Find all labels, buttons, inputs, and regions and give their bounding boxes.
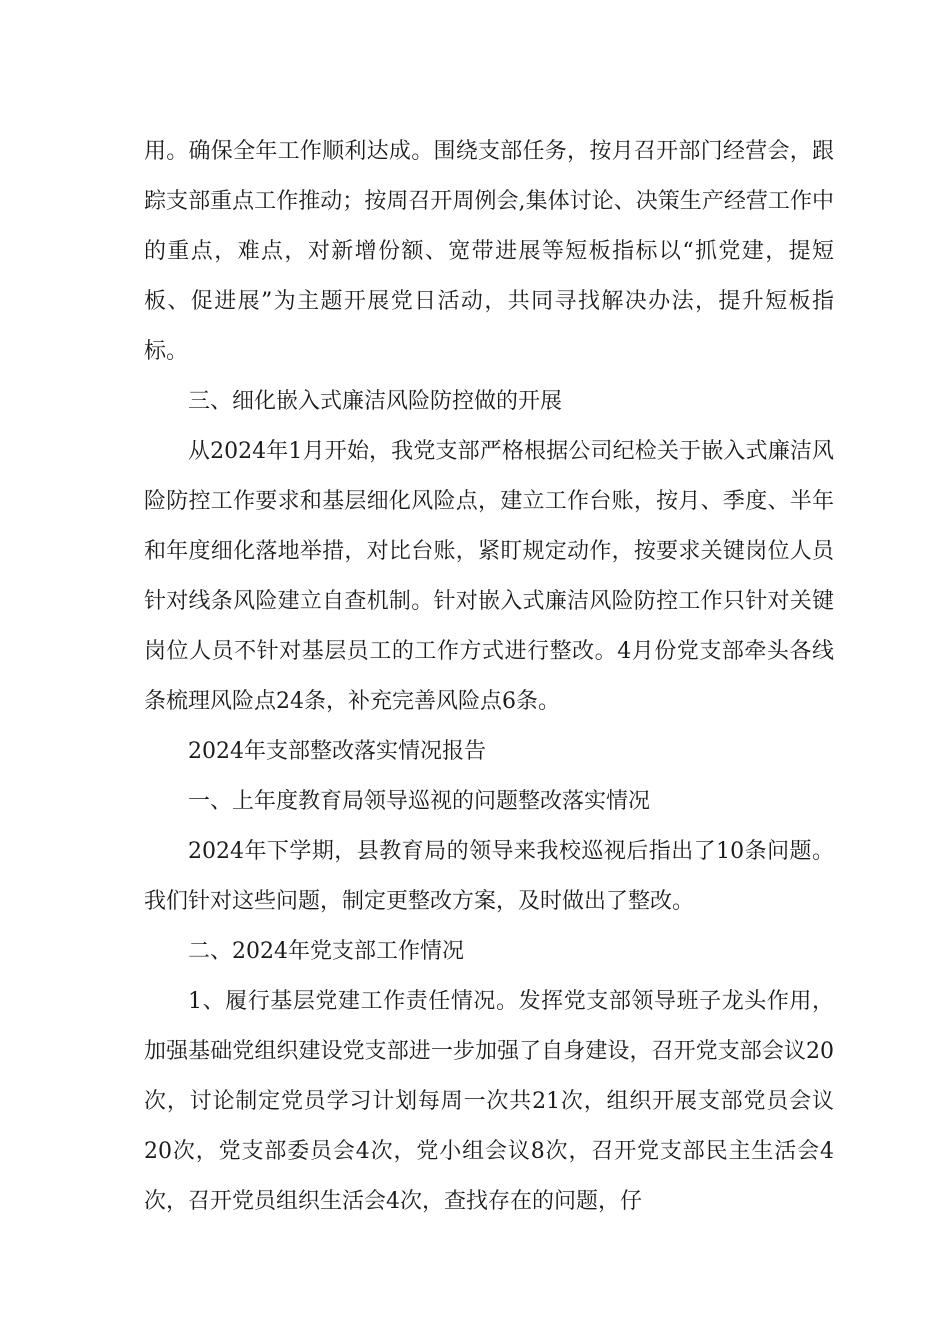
section-heading-three: 三、细化嵌入式廉洁风险防控做的开展	[188, 389, 563, 414]
paragraph-continuation: 用。确保全年工作顺利达成。围绕支部任务，按月召开部门经营会，跟踪支部重点工作推动；按周召开周例会,集体讨论、决策生产经营工作中的重点，难点，对新增份额、宽带进展等短板指标以“抓党建，提短板、促进展”为主题开展党日活动，共同寻找解决办法，提升短板指标。	[144, 139, 834, 364]
report-title: 2024年支部整改落实情况报告	[188, 739, 486, 764]
section-heading-one: 一、上年度教育局领导巡视的问题整改落实情况	[188, 789, 651, 814]
paragraph-inspection: 2024年下学期，县教育局的领导来我校巡视后指出了10条问题。我们针对这些问题，制定更整改方案，及时做出了整改。	[144, 839, 834, 914]
document-body	[144, 127, 834, 1227]
section-heading-two: 二、2024年党支部工作情况	[188, 939, 464, 964]
paragraph-party-work: 1、履行基层党建工作责任情况。发挥党支部领导班子龙头作用，加强基础党组织建设党支部进一步加强了自身建设，召开党支部会议20次，讨论制定党员学习计划每周一次共21次，组织开展支部党员会议20次，党支部委员会4次，党小组会议8次，召开党支部民主生活会4次，召开党员组织生活会4次，查找存在的问题，仔	[144, 989, 834, 1214]
paragraph-risk-control: 从2024年1月开始，我党支部严格根据公司纪检关于嵌入式廉洁风险防控工作要求和基层细化风险点，建立工作台账，按月、季度、半年和年度细化落地举措，对比台账，紧盯规定动作，按要求关键岗位人员针对线条风险建立自查机制。针对嵌入式廉洁风险防控工作只针对关键岗位人员不针对基层员工的工作方式进行整改。4月份党支部牵头各线条梳理风险点24条，补充完善风险点6条。	[144, 439, 834, 714]
